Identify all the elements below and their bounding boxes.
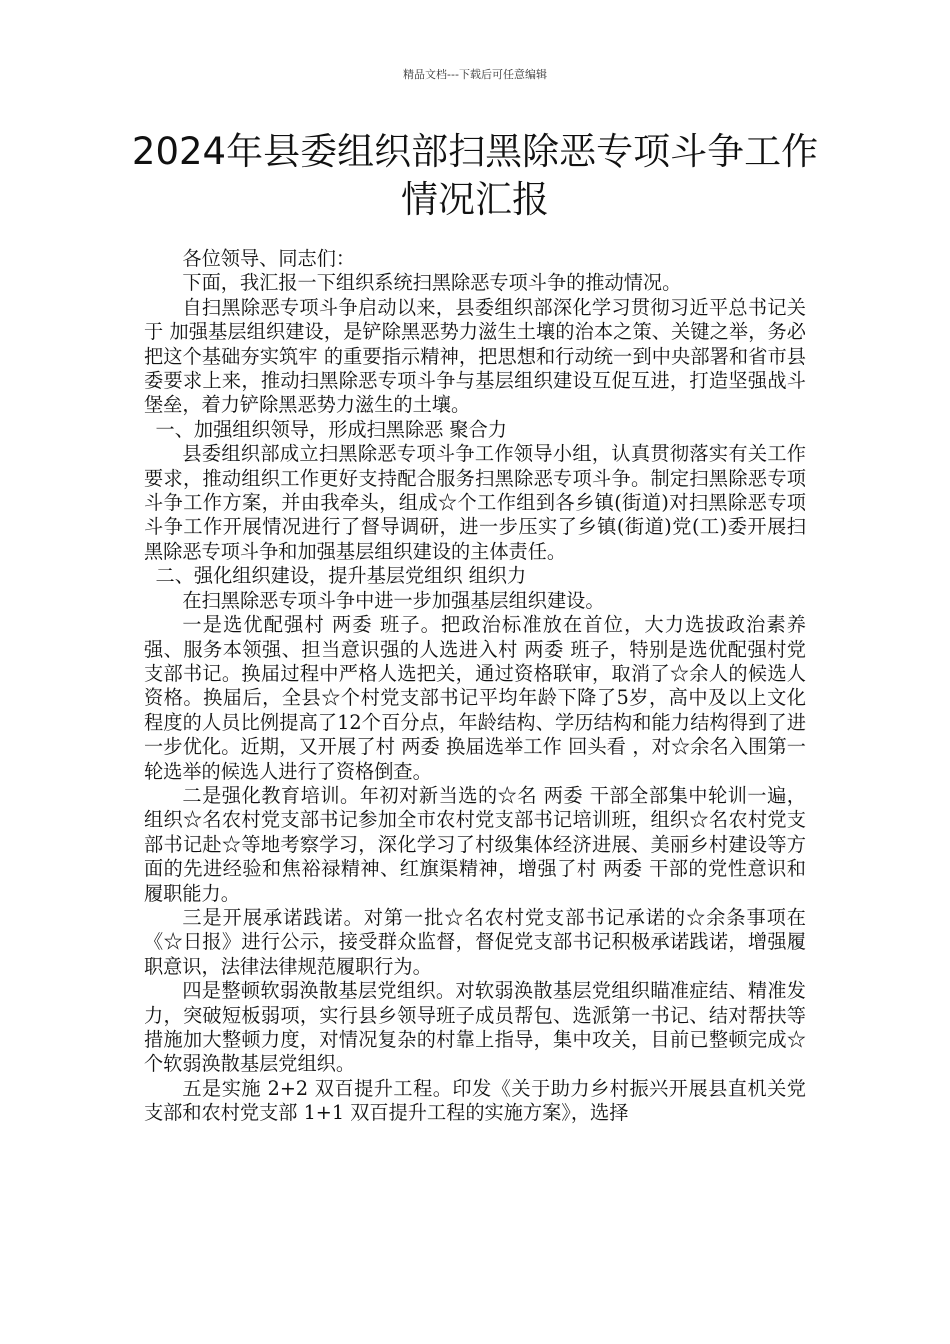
section-heading-1: 一、加强组织领导，形成扫黑除恶 聚合力 bbox=[155, 417, 507, 441]
paragraph: 下面，我汇报一下组织系统扫黑除恶专项斗争的推动情况。 bbox=[182, 271, 682, 295]
paragraph: 二是强化教育培训。年初对新当选的☆名 两委 干部全部集中轮训一遍，组织☆名农村党支部书记参加全市农村党支部书记培训班，组织☆名农村党支部书记赴☆等地考察学习，深化学习了村级集体经济进展、美丽乡村建设等方面的先进经验和焦裕禄精神、红旗渠精神，增强了村 两委 干部的党性意识和履职能力。 bbox=[144, 783, 806, 905]
document-title: 2024年县委组织部扫黑除恶专项斗争工作情况汇报 bbox=[131, 130, 819, 221]
paragraph: 在扫黑除恶专项斗争中进一步加强基层组织建设。 bbox=[182, 588, 605, 612]
paragraph: 一是选优配强村 两委 班子。把政治标准放在首位，大力选拔政治素养强、服务本领强、担当意识强的人选进入村 两委 班子，特别是选优配强村党支部书记。换届过程中严格人选把关，通过资格联审，取消了☆余人的候选人资格。换届后，全县☆个村党支部书记平均年龄下降了5岁，高中及以上文化程度的人员比例提高了12个百分点，年龄结构、学历结构和能力结构得到了进一步优化。近期，又开展了村 两委 换届选举工作 回头看 ，对☆余名入围第一轮选举的候选人进行了资格倒查。 bbox=[144, 613, 806, 783]
header-note: 精品文档---下载后可任意编辑 bbox=[403, 68, 547, 81]
paragraph: 三是开展承诺践诺。对第一批☆名农村党支部书记承诺的☆余条事项在《☆日报》进行公示，接受群众监督，督促党支部书记积极承诺践诺，增强履职意识，法律法律规范履职行为。 bbox=[144, 905, 806, 978]
document-body bbox=[144, 247, 806, 1126]
paragraph: 五是实施 2+2 双百提升工程。印发《关于助力乡村振兴开展县直机关党支部和农村党支部 1+1 双百提升工程的实施方案》，选择 bbox=[144, 1076, 806, 1125]
salutation: 各位领导、同志们： bbox=[182, 247, 356, 270]
paragraph: 自扫黑除恶专项斗争启动以来，县委组织部深化学习贯彻习近平总书记关于 加强基层组织建设，是铲除黑恶势力滋生土壤的治本之策、关键之举，务必把这个基础夯实筑牢 的重要指示精神，把思想和行动统一到中央部署和省市县委要求上来，推动扫黑除恶专项斗争与基层组织建设互促互进，打造坚强战斗堡垒，着力铲除黑恶势力滋生的土壤。 bbox=[144, 295, 806, 417]
paragraph: 四是整顿软弱涣散基层党组织。对软弱涣散基层党组织瞄准症结、精准发力，突破短板弱项，实行县乡领导班子成员帮包、选派第一书记、结对帮扶等措施加大整顿力度，对情况复杂的村靠上指导，集中攻关，目前已整顿完成☆个软弱涣散基层党组织。 bbox=[144, 979, 806, 1076]
section-heading-2: 二、强化组织建设，提升基层党组织 组织力 bbox=[155, 564, 527, 588]
paragraph: 县委组织部成立扫黑除恶专项斗争工作领导小组，认真贯彻落实有关工作要求，推动组织工作更好支持配合服务扫黑除恶专项斗争。制定扫黑除恶专项斗争工作方案，并由我牵头，组成☆个工作组到各乡镇(街道)对扫黑除恶专项斗争工作开展情况进行了督导调研，进一步压实了乡镇(街道)党(工)委开展扫黑除恶专项斗争和加强基层组织建设的主体责任。 bbox=[144, 442, 806, 563]
